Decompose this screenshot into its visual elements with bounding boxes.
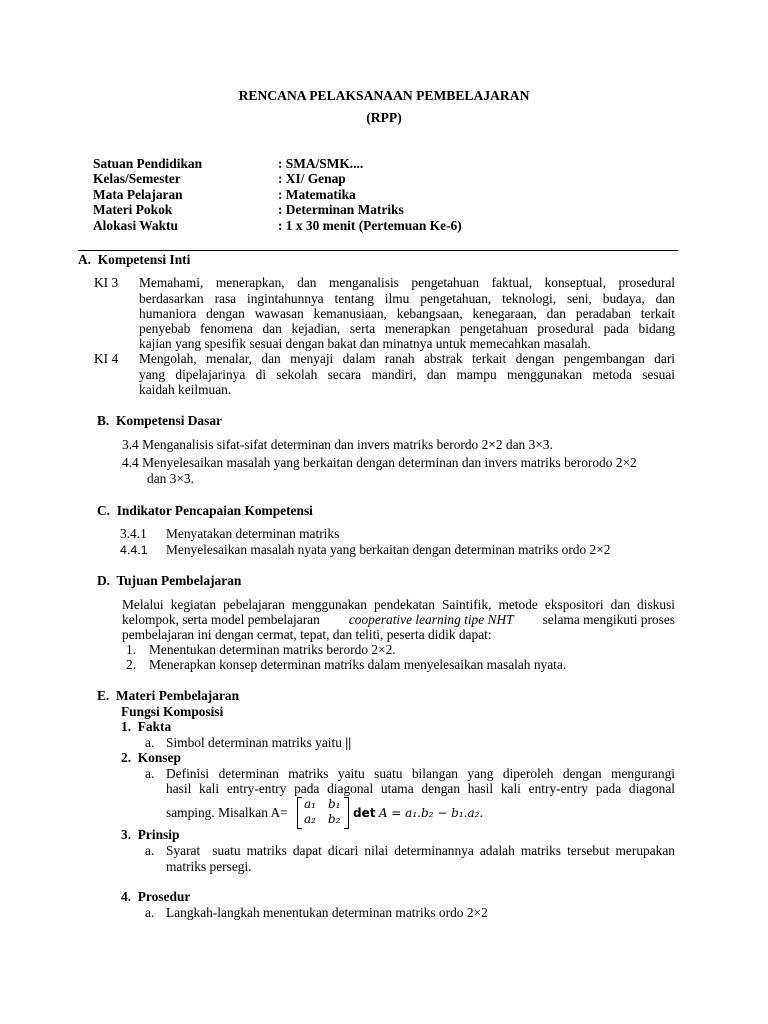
determinant-formula bbox=[353, 805, 483, 821]
section-c-heading: C. Indikator Pencapaian Kompetensi bbox=[97, 503, 313, 518]
matrix-entry: b₂ bbox=[328, 812, 341, 826]
indicator-number: 4.4.1 bbox=[120, 543, 148, 557]
determinant-symbol: || bbox=[345, 735, 352, 750]
objective-number: 1. bbox=[126, 642, 137, 657]
model-name: cooperative learning tipe NHT bbox=[348, 612, 514, 627]
fakta-item-letter: a. bbox=[145, 735, 155, 750]
identity-label: Materi Pokok bbox=[93, 202, 173, 217]
kd-item: 4.4 Menyelesaikan masalah yang berkaitan dengan determinan dan invers matriks berorodo 2×2 bbox=[122, 455, 637, 470]
section-e-heading: E. Materi Pembelajaran bbox=[97, 688, 240, 703]
matrix-entry: b₁ bbox=[328, 797, 341, 811]
ki4-code: KI 4 bbox=[94, 351, 119, 366]
section-d-heading: D. Tujuan Pembelajaran bbox=[97, 573, 242, 588]
prosedur-item-letter: a. bbox=[145, 905, 155, 920]
kd-item-continuation: dan 3×3. bbox=[147, 471, 194, 486]
ki3-line: kajian yang spesifik sesuai dengan bakat dan minatnya untuk memecahkan masalah. bbox=[139, 336, 591, 351]
konsep-item-letter: a. bbox=[145, 766, 155, 781]
konsep-heading: 2. Konsep bbox=[121, 750, 181, 765]
horizontal-divider bbox=[78, 250, 678, 251]
prinsip-heading: 3. Prinsip bbox=[121, 827, 180, 842]
objective-text: kelompok, serta model pembelajaran bbox=[122, 612, 320, 627]
matrix-a bbox=[297, 797, 349, 827]
objective-line bbox=[122, 612, 675, 628]
indicator-text: Menyelesaikan masalah nyata yang berkaitan dengan determinan matriks ordo 2×2 bbox=[166, 542, 611, 557]
fakta-item-text: Simbol determinan matriks yaitu bbox=[166, 735, 342, 750]
objective-text: selama mengikuti proses bbox=[542, 612, 675, 627]
kd-item: 3.4 Menganalisis sifat-sifat determinan dan invers matriks berordo 2×2 dan 3×3. bbox=[122, 437, 553, 452]
ki3-line: humaniora dengan wawasan kemanusiaan, kebangsaan, kenegaraan, dan peradaban terkait bbox=[139, 306, 675, 321]
document-subtitle: (RPP) bbox=[366, 110, 402, 125]
identity-label: Alokasi Waktu bbox=[93, 218, 178, 233]
objective-item: Menentukan determinan matriks berordo 2×2. bbox=[149, 642, 396, 657]
section-a-heading: A. Kompetensi Inti bbox=[78, 252, 191, 267]
det-expression: A = a₁.b₂ − b₁.a₂. bbox=[378, 806, 484, 820]
ki3-line: penyebab fenomena dan kejadian, serta menerapkan pengetahuan prosedural pada bidang bbox=[139, 321, 675, 336]
prinsip-item-letter: a. bbox=[145, 843, 155, 858]
objective-line: Melalui kegiatan pebelajaran menggunakan pendekatan Saintifik, metode ekspositori dan diskusi bbox=[122, 597, 675, 612]
matrix-left-bracket bbox=[297, 797, 302, 829]
konsep-line: samping. Misalkan A= bbox=[166, 805, 288, 820]
konsep-line: Definisi determinan matriks yaitu suatu bilangan yang diperoleh dengan mengurangi bbox=[166, 766, 675, 781]
prosedur-heading: 4. Prosedur bbox=[121, 889, 191, 904]
ki4-line: yang dipelajarinya di sekolah secara mandiri, dan mampu menggunakan metoda sesuai bbox=[139, 367, 675, 382]
matrix-right-bracket bbox=[344, 797, 349, 829]
ki3-line: Memahami, menerapkan, dan menganalisis pengetahuan faktual, konseptual, prosedural bbox=[139, 275, 675, 290]
matrix-entry: a₂ bbox=[304, 812, 316, 826]
section-e-subheading: Fungsi Komposisi bbox=[121, 704, 224, 719]
prinsip-line: matriks persegi. bbox=[166, 859, 252, 874]
ki4-line: Mengolah, menalar, dan menyaji dalam ranah abstrak terkait dengan pengembangan dari bbox=[139, 351, 675, 366]
objective-line: pembelajaran ini dengan cermat, tepat, dan teliti, peserta didik dapat: bbox=[122, 627, 492, 642]
objective-item: Menerapkan konsep determinan matriks dalam menyelesaikan masalah nyata. bbox=[149, 657, 567, 672]
fakta-heading: 1. Fakta bbox=[121, 719, 172, 734]
objective-number: 2. bbox=[126, 657, 137, 672]
det-label: det bbox=[353, 806, 376, 820]
identity-value: : 1 x 30 menit (Pertemuan Ke-6) bbox=[278, 218, 462, 233]
prinsip-line: Syarat suatu matriks dapat dicari nilai determinannya adalah matriks tersebut merupakan bbox=[166, 843, 675, 858]
identity-value: : XI/ Genap bbox=[278, 171, 346, 186]
identity-label: Mata Pelajaran bbox=[93, 187, 183, 202]
fakta-item bbox=[166, 735, 351, 751]
section-b-heading: B. Kompetensi Dasar bbox=[97, 413, 222, 428]
indicator-number: 3.4.1 bbox=[120, 526, 147, 541]
identity-value: : Matematika bbox=[278, 187, 356, 202]
ki4-line: kaidah keilmuan. bbox=[139, 382, 232, 397]
identity-value: : Determinan Matriks bbox=[278, 202, 404, 217]
konsep-line: hasil kali entry-entry pada diagonal utama dengan hasil kali entry-entry pada diagonal bbox=[166, 781, 675, 796]
prosedur-item: Langkah-langkah menentukan determinan matriks ordo 2×2 bbox=[166, 905, 488, 920]
indicator-text: Menyatakan determinan matriks bbox=[166, 526, 340, 541]
identity-value: : SMA/SMK.... bbox=[278, 156, 364, 171]
matrix-entry: a₁ bbox=[304, 797, 316, 811]
document-title: RENCANA PELAKSANAAN PEMBELAJARAN bbox=[238, 88, 530, 103]
identity-label: Kelas/Semester bbox=[93, 171, 181, 186]
identity-label: Satuan Pendidikan bbox=[93, 156, 203, 171]
ki3-code: KI 3 bbox=[94, 275, 119, 290]
ki3-line: berdasarkan rasa ingintahunnya tentang ilmu pengetahuan, teknologi, seni, budaya, dan bbox=[139, 291, 675, 306]
